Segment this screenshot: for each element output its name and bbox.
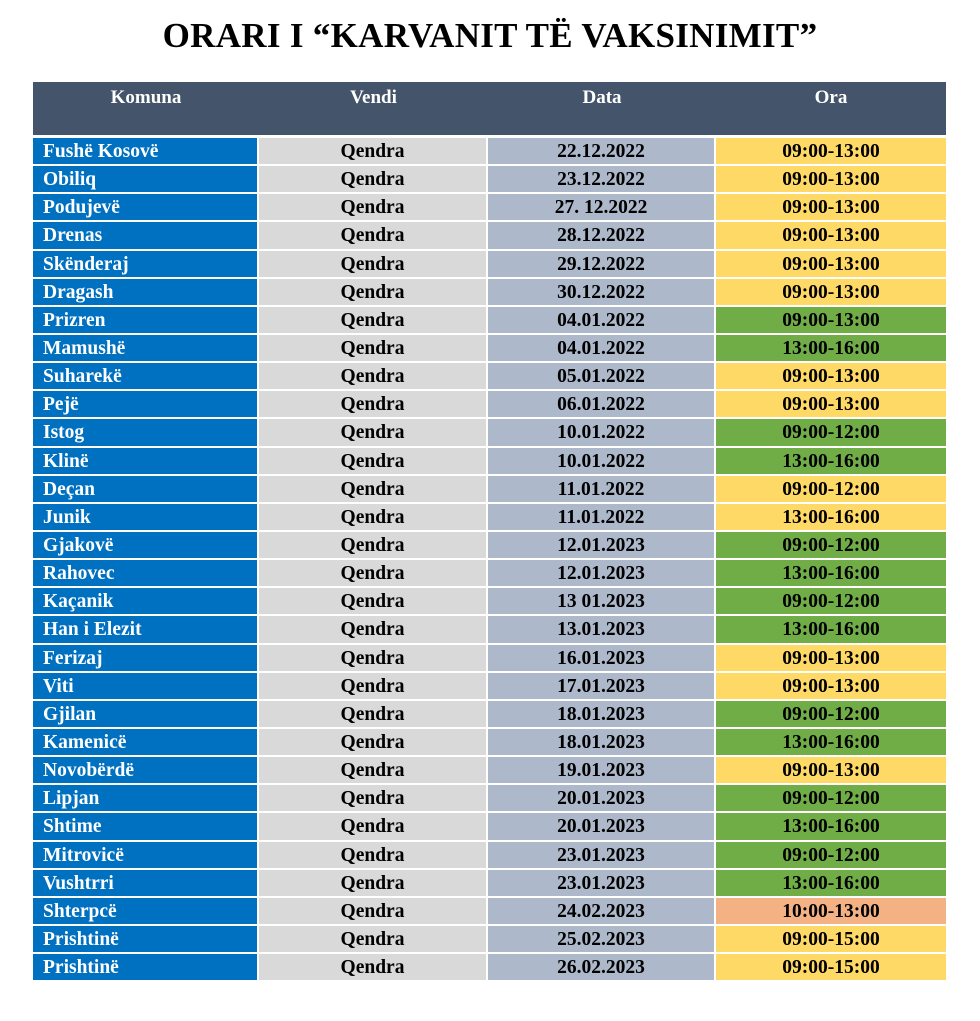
cell-vendi: Qendra [259,701,488,729]
cell-data: 17.01.2023 [488,673,716,701]
table-row [33,701,946,729]
cell-ora: 09:00-13:00 [716,673,946,701]
cell-vendi: Qendra [259,363,488,391]
table-row [33,926,946,954]
cell-data: 23.01.2023 [488,870,716,898]
table-row [33,166,946,194]
header-ora: Ora [814,87,848,108]
table-row [33,279,946,307]
cell-komuna: Shterpcë [33,898,259,926]
cell-komuna: Istog [33,419,259,447]
cell-vendi: Qendra [259,926,488,954]
cell-data: 23.01.2023 [488,842,716,870]
cell-ora: 10:00-13:00 [716,898,946,926]
header-vendi: Vendi [350,87,397,108]
table-row [33,785,946,813]
cell-komuna: Fushë Kosovë [33,138,259,166]
cell-data: 18.01.2023 [488,701,716,729]
table-row [33,504,946,532]
cell-komuna: Pejë [33,391,259,419]
cell-data: 11.01.2022 [488,504,716,532]
cell-komuna: Deçan [33,476,259,504]
cell-komuna: Vushtrri [33,870,259,898]
cell-data: 10.01.2022 [488,419,716,447]
cell-ora: 09:00-13:00 [716,363,946,391]
cell-data: 13.01.2023 [488,616,716,644]
cell-ora: 09:00-15:00 [716,954,946,982]
cell-ora: 13:00-16:00 [716,729,946,757]
cell-vendi: Qendra [259,335,488,363]
table-body [33,138,946,982]
table-row [33,222,946,250]
table-row [33,757,946,785]
table-row [33,645,946,673]
cell-komuna: Suharekë [33,363,259,391]
table-row [33,194,946,222]
cell-data: 22.12.2022 [488,138,716,166]
cell-data: 04.01.2022 [488,335,716,363]
cell-ora: 09:00-12:00 [716,476,946,504]
cell-data: 27. 12.2022 [488,194,716,222]
cell-vendi: Qendra [259,954,488,982]
cell-ora: 09:00-13:00 [716,391,946,419]
cell-vendi: Qendra [259,138,488,166]
cell-data: 10.01.2022 [488,448,716,476]
cell-vendi: Qendra [259,729,488,757]
cell-vendi: Qendra [259,898,488,926]
cell-ora: 09:00-12:00 [716,419,946,447]
cell-ora: 13:00-16:00 [716,448,946,476]
cell-komuna: Dragash [33,279,259,307]
cell-komuna: Skënderaj [33,251,259,279]
cell-komuna: Mitrovicë [33,842,259,870]
cell-data: 29.12.2022 [488,251,716,279]
cell-ora: 09:00-13:00 [716,251,946,279]
cell-data: 11.01.2022 [488,476,716,504]
table-row [33,616,946,644]
cell-komuna: Junik [33,504,259,532]
cell-vendi: Qendra [259,785,488,813]
cell-ora: 09:00-13:00 [716,757,946,785]
cell-komuna: Klinë [33,448,259,476]
cell-data: 04.01.2022 [488,307,716,335]
cell-komuna: Kaçanik [33,588,259,616]
table-row [33,813,946,841]
cell-komuna: Viti [33,673,259,701]
cell-ora: 13:00-16:00 [716,504,946,532]
cell-ora: 09:00-13:00 [716,166,946,194]
cell-komuna: Prizren [33,307,259,335]
cell-ora: 09:00-12:00 [716,842,946,870]
cell-data: 24.02.2023 [488,898,716,926]
cell-ora: 09:00-12:00 [716,588,946,616]
cell-vendi: Qendra [259,279,488,307]
cell-komuna: Ferizaj [33,645,259,673]
page-title: ORARI I “KARVANIT TË VAKSINIMIT” [162,16,818,55]
cell-komuna: Han i Elezit [33,616,259,644]
cell-vendi: Qendra [259,645,488,673]
cell-vendi: Qendra [259,222,488,250]
cell-vendi: Qendra [259,307,488,335]
cell-ora: 09:00-12:00 [716,785,946,813]
table-header [33,82,946,138]
table-row [33,842,946,870]
table-row [33,532,946,560]
cell-vendi: Qendra [259,616,488,644]
table-row [33,870,946,898]
cell-data: 12.01.2023 [488,532,716,560]
cell-data: 30.12.2022 [488,279,716,307]
header-komuna: Komuna [110,87,182,108]
table-row [33,476,946,504]
cell-vendi: Qendra [259,391,488,419]
cell-vendi: Qendra [259,166,488,194]
cell-vendi: Qendra [259,419,488,447]
schedule-table [33,82,946,982]
cell-vendi: Qendra [259,448,488,476]
cell-vendi: Qendra [259,532,488,560]
cell-komuna: Drenas [33,222,259,250]
cell-vendi: Qendra [259,842,488,870]
cell-ora: 13:00-16:00 [716,616,946,644]
cell-vendi: Qendra [259,588,488,616]
cell-komuna: Prishtinë [33,954,259,982]
cell-vendi: Qendra [259,504,488,532]
cell-vendi: Qendra [259,194,488,222]
cell-ora: 09:00-13:00 [716,279,946,307]
cell-vendi: Qendra [259,476,488,504]
table-row [33,448,946,476]
cell-komuna: Shtime [33,813,259,841]
table-row [33,673,946,701]
table-row [33,419,946,447]
cell-komuna: Lipjan [33,785,259,813]
cell-ora: 09:00-13:00 [716,307,946,335]
cell-ora: 09:00-12:00 [716,532,946,560]
cell-ora: 13:00-16:00 [716,813,946,841]
cell-komuna: Prishtinë [33,926,259,954]
cell-vendi: Qendra [259,251,488,279]
cell-ora: 09:00-15:00 [716,926,946,954]
cell-data: 23.12.2022 [488,166,716,194]
table-row [33,251,946,279]
table-row [33,335,946,363]
cell-data: 12.01.2023 [488,560,716,588]
cell-komuna: Podujevë [33,194,259,222]
cell-vendi: Qendra [259,870,488,898]
cell-komuna: Obiliq [33,166,259,194]
table-row [33,363,946,391]
cell-vendi: Qendra [259,673,488,701]
cell-data: 25.02.2023 [488,926,716,954]
cell-ora: 09:00-13:00 [716,222,946,250]
cell-komuna: Rahovec [33,560,259,588]
cell-ora: 13:00-16:00 [716,335,946,363]
cell-ora: 09:00-13:00 [716,194,946,222]
cell-ora: 09:00-12:00 [716,701,946,729]
cell-vendi: Qendra [259,560,488,588]
table-row [33,588,946,616]
header-data: Data [582,87,622,108]
cell-data: 20.01.2023 [488,785,716,813]
cell-data: 20.01.2023 [488,813,716,841]
cell-komuna: Gjakovë [33,532,259,560]
cell-data: 26.02.2023 [488,954,716,982]
cell-ora: 09:00-13:00 [716,138,946,166]
cell-ora: 09:00-13:00 [716,645,946,673]
cell-komuna: Kamenicë [33,729,259,757]
table-row [33,138,946,166]
cell-vendi: Qendra [259,757,488,785]
table-row [33,898,946,926]
cell-vendi: Qendra [259,813,488,841]
cell-data: 06.01.2022 [488,391,716,419]
cell-data: 05.01.2022 [488,363,716,391]
cell-ora: 13:00-16:00 [716,870,946,898]
cell-data: 13 01.2023 [488,588,716,616]
table-row [33,954,946,982]
table-row [33,560,946,588]
table-row [33,307,946,335]
cell-data: 19.01.2023 [488,757,716,785]
cell-komuna: Gjilan [33,701,259,729]
cell-ora: 13:00-16:00 [716,560,946,588]
table-row [33,391,946,419]
cell-komuna: Novobërdë [33,757,259,785]
cell-data: 28.12.2022 [488,222,716,250]
cell-komuna: Mamushë [33,335,259,363]
table-row [33,729,946,757]
cell-data: 16.01.2023 [488,645,716,673]
cell-data: 18.01.2023 [488,729,716,757]
